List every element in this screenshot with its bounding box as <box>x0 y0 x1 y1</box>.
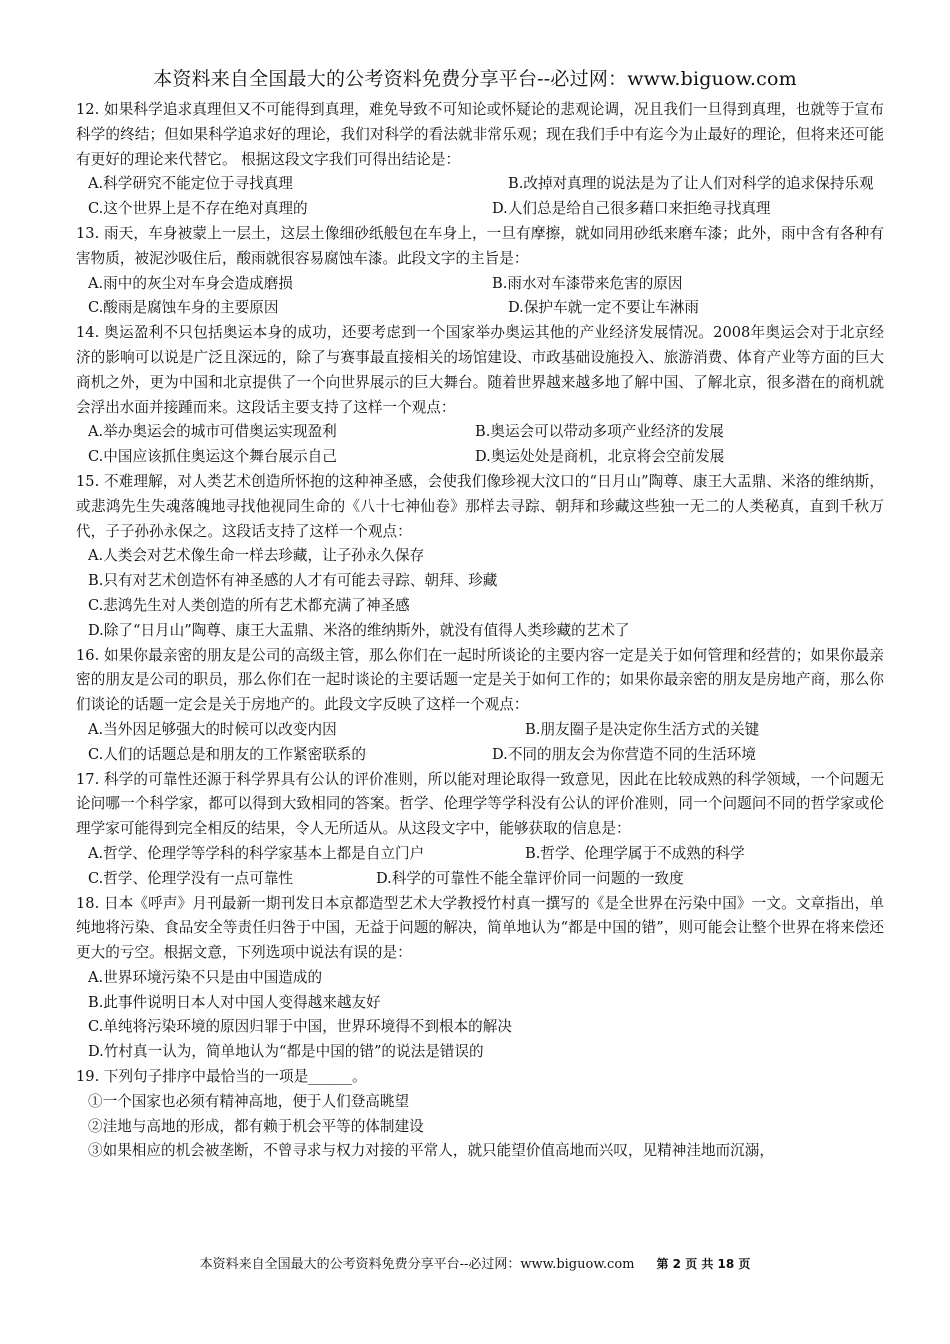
question-18-stem: 18. 日本《呼声》月刊最新一期刊发日本京都造型艺术大学教授竹村真一撰写的《是全世界在污染中国》一文。文章指出，单纯地将污染、食品安全等责任归咎于中国，无益于问题的解决，简单地认为“都是中国的错”，则可能会让整个世界在将来偿还更大的亏空。根据文意，下列选项中说法有误的是： <box>76 894 884 962</box>
question-12-options-ab <box>76 172 884 197</box>
option-14-d: D.奥运处处是商机，北京将会空前发展 <box>475 448 725 466</box>
option-12-c: C.这个世界上是不存在绝对真理的 <box>88 200 308 218</box>
page-footer <box>0 1253 950 1272</box>
option-18-d: D.竹村真一认为，简单地认为“都是中国的错”的说法是错误的 <box>88 1043 484 1061</box>
question-14-stem: 14. 奥运盈利不只包括奥运本身的成功，还要考虑到一个国家举办奥运其他的产业经济发展情况。2008年奥运会对于北京经济的影响可以说是广泛且深远的，除了与赛事最直接相关的场馆建设、市政基础设施投入、旅游消费、体育产业等方面的巨大商机之外，更为中国和北京提供了一个向世界展示的巨大舞台。随着世界越来越多地了解中国、了解北京，很多潜在的商机就会浮出水面并接踵而来。这段话主要支持了这样一个观点： <box>76 324 884 416</box>
question-17-options-ab <box>76 842 884 867</box>
option-12-a: A.科学研究不能定位于寻找真理 <box>88 175 293 193</box>
question-16-stem: 16. 如果你最亲密的朋友是公司的高级主管，那么你们在一起时所谈论的主要内容一定是关于如何管理和经营的；如果你最亲密的朋友是公司的职员，那么你们在一起时谈论的主要话题一定是关于如何工作的；如果你最亲密的朋友是房地产商，那么你们谈论的话题一定会是关于房地产的。此段文字反映了这样一个观点： <box>76 646 884 714</box>
option-13-b: B.雨水对车漆带来危害的原因 <box>492 274 683 292</box>
option-17-a: A.哲学、伦理学等学科的科学家基本上都是自立门户 <box>88 844 425 862</box>
option-13-a: A.雨中的灰尘对车身会造成磨损 <box>88 274 293 292</box>
option-17-c: C.哲学、伦理学没有一点可靠性 <box>88 869 294 887</box>
option-16-d: D.不同的朋友会为你营造不同的生活环境 <box>492 745 756 763</box>
sentence-19-3: ③如果相应的机会被垄断，不曾寻求与权力对接的平常人，就只能望价值高地而兴叹，见精神洼地而沉溺， <box>88 1142 774 1160</box>
question-15-stem: 15. 不难理解，对人类艺术创造所怀抱的这种神圣感，会使我们像珍视大汶口的“日月山”陶尊、康王大盂鼎、米洛的维纳斯，或悲鸿先生失魂落魄地寻找他视同生命的《八十七神仙卷》那样去寻踪、朝拜和珍藏这些独一无二的人类秘真，直到千秋万代，子子孙孙永保之。这段话支持了这样一个观点： <box>76 472 884 540</box>
option-12-d: D.人们总是给自己很多藉口来拒绝寻找真理 <box>492 200 771 218</box>
option-18-c: C.单纯将污染环境的原因归罪于中国，世界环境得不到根本的解决 <box>88 1018 512 1036</box>
question-12-stem: 12. 如果科学追求真理但又不可能得到真理，难免导致不可知论或怀疑论的悲观论调，况且我们一旦得到真理，也就等于宣布科学的终结；但如果科学追求好的理论，我们对科学的看法就非常乐观；现在我们手中有迄今为止最好的理论，但将来还可能有更好的理论来代替它。 根据这段文字我们可得出结论是： <box>76 101 884 168</box>
option-15-a: A.人类会对艺术像生命一样去珍藏，让子孙永久保存 <box>88 547 425 565</box>
option-17-d: D.科学的可靠性不能全靠评价同一问题的一致度 <box>376 869 684 887</box>
option-14-a: A.举办奥运会的城市可借奥运实现盈利 <box>88 423 337 441</box>
option-12-b: B.改掉对真理的说法是为了让人们对科学的追求保持乐观 <box>508 175 874 193</box>
option-18-b: B.此事件说明日本人对中国人变得越来越友好 <box>88 993 381 1011</box>
option-15-c: C.悲鸿先生对人类创造的所有艺术都充满了神圣感 <box>88 596 410 614</box>
option-13-d: D.保护车就一定不要让车淋雨 <box>508 299 699 317</box>
question-13-stem: 13. 雨天，车身被蒙上一层土，这层土像细砂纸般包在车身上，一旦有摩擦，就如同用砂纸来磨车漆；此外，雨中含有各种有害物质，被泥沙吸住后，酸雨就很容易腐蚀车漆。此段文字的主旨是： <box>76 224 884 267</box>
option-16-b: B.朋友圈子是决定你生活方式的关键 <box>525 720 760 738</box>
question-16-options-cd <box>76 743 884 768</box>
question-16-options-ab <box>76 718 884 743</box>
document-body <box>76 98 884 1164</box>
option-17-b: B.哲学、伦理学属于不成熟的科学 <box>525 844 745 862</box>
question-13-options-cd <box>76 296 884 321</box>
sentence-19-2: ②洼地与高地的形成，都有赖于机会平等的体制建设 <box>88 1117 424 1135</box>
question-17-options-cd <box>76 867 884 892</box>
question-14-options-ab <box>76 420 884 445</box>
footer-page-number: 第 2 页 共 18 页 <box>656 1257 751 1271</box>
question-17-stem: 17. 科学的可靠性还源于科学界具有公认的评价准则，所以能对理论取得一致意见，因此在比较成熟的科学领域，一个问题无论问哪一个科学家，都可以得到大致相同的答案。哲学、伦理学等学科没有公认的评价准则，同一个问题问不同的哲学家或伦理学家可能得到完全相反的结果，令人无所适从。从这段文字中，能够获取的信息是： <box>76 770 884 838</box>
question-13-options-ab <box>76 272 884 297</box>
question-12-options-cd <box>76 197 884 222</box>
sentence-19-1: ①一个国家也必须有精神高地，便于人们登高眺望 <box>88 1092 410 1110</box>
option-15-b: B.只有对艺术创造怀有神圣感的人才有可能去寻踪、朝拜、珍藏 <box>88 572 498 590</box>
question-19-stem: 19. 下列句子排序中最恰当的一项是______。 <box>76 1068 367 1086</box>
option-14-b: B.奥运会可以带动多项产业经济的发展 <box>475 423 724 441</box>
question-14-options-cd <box>76 445 884 470</box>
option-13-c: C.酸雨是腐蚀车身的主要原因 <box>88 299 279 317</box>
page-header: 本资料来自全国最大的公考资料免费分享平台--必过网：www.biguow.com <box>153 68 797 90</box>
option-15-d: D.除了“日月山”陶尊、康王大盂鼎、米洛的维纳斯外，就没有值得人类珍藏的艺术了 <box>88 621 630 639</box>
footer-source: 本资料来自全国最大的公考资料免费分享平台--必过网：www.biguow.com <box>199 1257 635 1272</box>
option-18-a: A.世界环境污染不只是由中国造成的 <box>88 968 323 986</box>
option-14-c: C.中国应该抓住奥运这个舞台展示自己 <box>88 448 337 466</box>
option-16-c: C.人们的话题总是和朋友的工作紧密联系的 <box>88 745 366 763</box>
option-16-a: A.当外因足够强大的时候可以改变内因 <box>88 720 337 738</box>
